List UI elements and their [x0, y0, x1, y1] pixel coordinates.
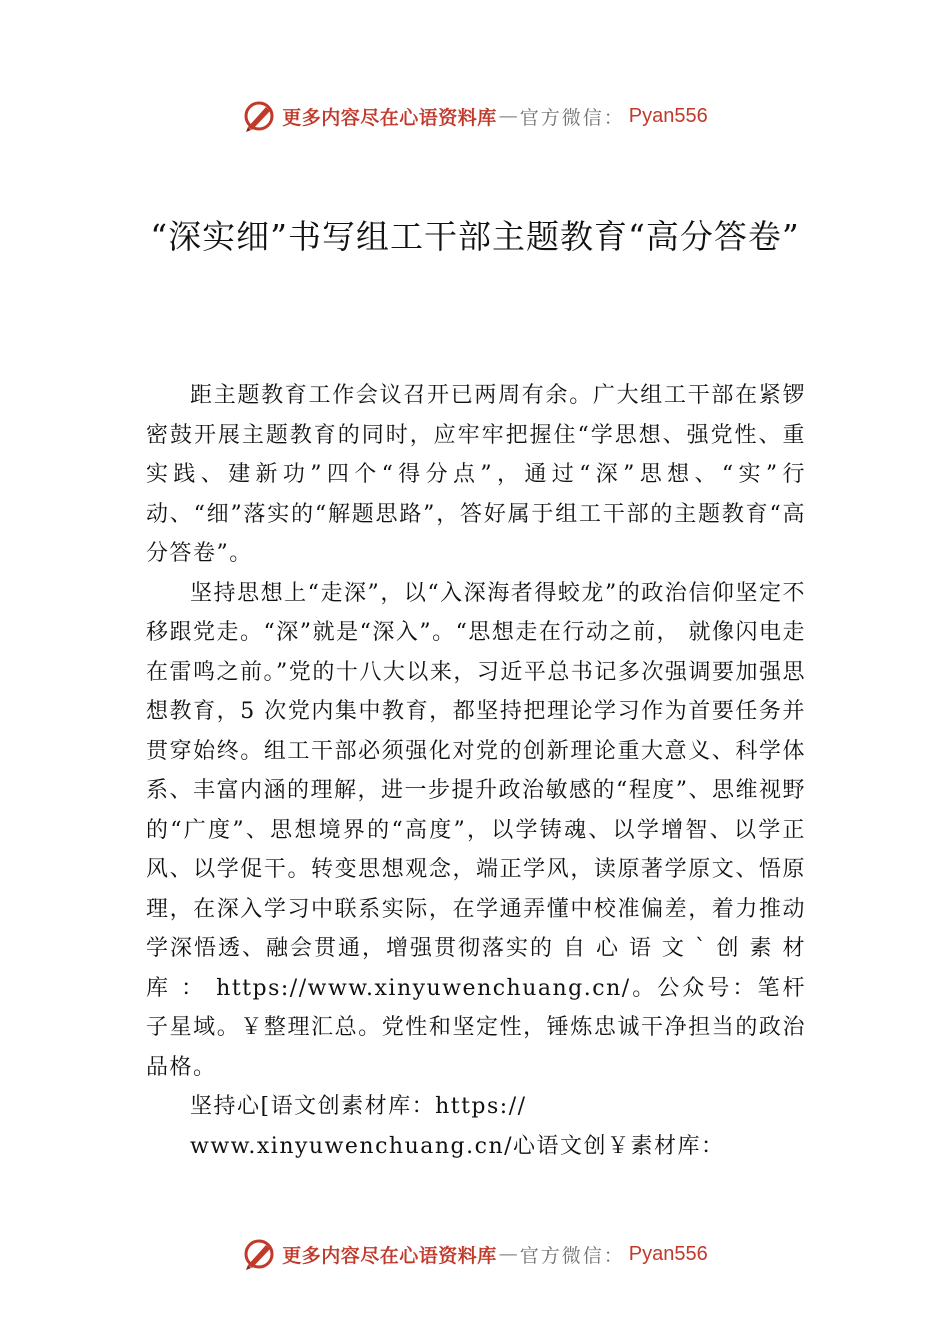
- banner-slogan: 更多内容尽在心语资料库: [282, 106, 497, 129]
- pen-logo-icon: [242, 99, 276, 133]
- document-title: “深实细”书写组工干部主题教育“高分答卷”: [150, 217, 800, 256]
- header-banner: [0, 96, 950, 136]
- paragraph-thought: 坚持思想上“走深”，以“入深海者得蛟龙”的政治信仰坚定不移跟党走。“深”就是“深入”。“思想走在行动之前， 就像闪电走在雷鸣之前。”党的十八大以来，习近平总书记多次强调要加强思想教育，5 次党内集中教育，都坚持把理论学习作为首要任务并贯穿始终。组工干部必须强化对党的创新理论重大意义、科学体系、丰富内涵的理解，进一步提升政治敏感的“程度”、思维视野的“广度”、思想境界的“高度”，以学铸魂、以学增智、以学正风、以学促干。转变思想观念，端正学风，读原著学原文、悟原理，在深入学习中联系实际，在学通弄懂中校准偏差，着力推动学深悟透、融会贯通，增强贯彻落实的 自 心 语 文 ` 创 素 材 库 ： https://www.xinyuwenchuang.cn/。公众号：笔杆子星域。￥整理汇总。党性和坚定性，锤炼忠诚干净担当的政治品格。: [146, 580, 806, 1080]
- trailing-line: www.xinyuwenchuang.cn/心语文创￥素材库：: [190, 1133, 725, 1159]
- banner-official-label: 官方微信：: [519, 1244, 625, 1267]
- document-body: [146, 376, 806, 1166]
- paragraph-intro: 距主题教育工作会议召开已两周有余。广大组工干部在紧锣密鼓开展主题教育的同时，应牢牢把握住“学思想、强党性、重实践、建新功”四个“得分点”，通过“深”思想、“实”行动、“细”落实的“解题思路”，答好属于组工干部的主题教育“高分答卷”。: [146, 383, 806, 566]
- banner-dash: —: [498, 1243, 518, 1265]
- banner-dash: —: [498, 105, 518, 127]
- banner-slogan: 更多内容尽在心语资料库: [282, 1244, 497, 1267]
- pen-logo-icon: [242, 1237, 276, 1271]
- banner-wechat-id: Pyan556: [628, 1242, 708, 1265]
- trailing-line: 坚持心[语文创素材库：https://: [190, 1094, 527, 1119]
- banner-official-label: 官方微信：: [519, 106, 625, 129]
- banner-wechat-id: Pyan556: [628, 104, 708, 127]
- footer-banner: [0, 1234, 950, 1274]
